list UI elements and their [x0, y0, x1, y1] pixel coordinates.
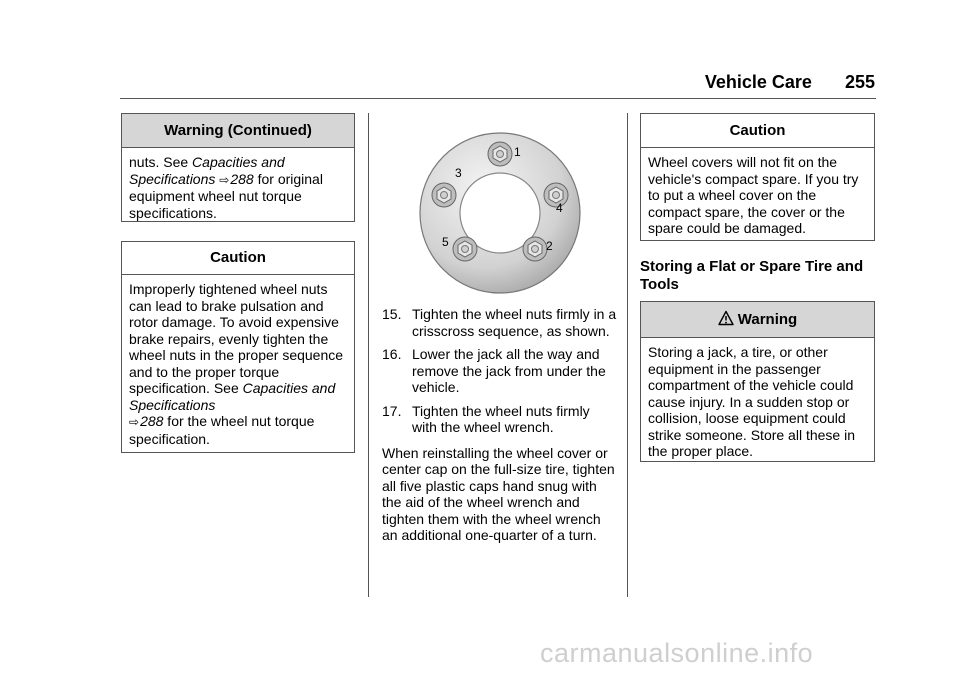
- step-number: 17.: [382, 402, 402, 419]
- warning-continued-title: Warning (Continued): [122, 114, 354, 148]
- page-number: 255: [844, 72, 875, 92]
- warning-icon: [718, 310, 734, 326]
- page-reference-288[interactable]: 288: [140, 413, 164, 429]
- caution-body-left: Improperly tightened wheel nuts can lead to brake pulsation and rotor damage. To avoid expensive brake repairs, evenly tighten the wheel nuts in the proper sequence and to the proper torque specification. See Capacities and Specifications ⇨288 for the wheel nut torque specification.: [129, 281, 344, 447]
- column-divider-left: [368, 113, 369, 597]
- nut-label-1: 1: [514, 145, 521, 159]
- caution-title-right: Caution: [641, 114, 874, 148]
- step-16: [382, 346, 618, 396]
- storing-section-heading: Storing a Flat or Spare Tire and Tools: [640, 258, 864, 293]
- nut-label-5: 5: [442, 235, 449, 249]
- page-reference-icon: ⇨: [129, 415, 140, 429]
- capacities-reference[interactable]: Capacities and Specifications: [129, 154, 285, 187]
- step-text: Tighten the wheel nuts firmly with the wheel wrench.: [412, 402, 590, 435]
- lug-nut-2: [523, 237, 547, 261]
- section-title: Vehicle Care: [704, 72, 812, 92]
- caution-box-left: [121, 241, 355, 453]
- header-rule: [120, 98, 876, 99]
- caution-body-right: Wheel covers will not fit on the vehicle's compact spare. If you try to put a wheel cover on the compact spare, the cover or the spare could be damaged.: [648, 154, 859, 236]
- column-divider-right: [627, 113, 628, 597]
- caution-box-right: [640, 113, 875, 241]
- warning-body-storing: Storing a jack, a tire, or other equipment in the passenger compartment of the vehicle could cause injury. In a sudden stop or collision, loose equipment could strike someone. Store all these in the proper place.: [648, 344, 855, 459]
- footer-watermark: carmanualsonline.info: [540, 638, 814, 668]
- caution-title-left: Caution: [122, 242, 354, 275]
- page-reference-icon: ⇨: [219, 172, 230, 187]
- step-text: Tighten the wheel nuts firmly in a crisscross sequence, as shown.: [412, 306, 617, 339]
- lug-nut-3: [432, 183, 456, 207]
- page-reference-288[interactable]: 288: [230, 170, 254, 187]
- nut-label-2: 2: [546, 239, 553, 253]
- capacities-reference[interactable]: Capacities and Specifications: [129, 380, 336, 413]
- step-number: 16.: [382, 346, 402, 362]
- warning-box-storing: [640, 301, 875, 462]
- wheel-nut-sequence-diagram: [415, 128, 585, 298]
- warning-title-storing: Warning: [641, 302, 874, 338]
- reinstall-paragraph: When reinstalling the wheel cover or center cap on the full-size tire, tighten all five plastic caps hand snug with the aid of the wheel wrench and tighten them with the wheel wrench an additional one-quarter of a turn.: [382, 444, 615, 543]
- procedure-steps: [382, 306, 618, 544]
- step-number: 15.: [382, 306, 402, 322]
- step-15: [382, 306, 618, 339]
- warning-continued-body: nuts. See Capacities and Specifications ⇨288 for original equipment wheel nut torque specifications.: [129, 154, 323, 221]
- nut-label-3: 3: [455, 166, 462, 180]
- step-17: [382, 403, 618, 436]
- page-header: [0, 72, 875, 93]
- lug-nut-1: [488, 142, 512, 166]
- warning-continued-box: [121, 113, 355, 222]
- step-text: Lower the jack all the way and remove the jack from under the vehicle.: [412, 346, 606, 395]
- lug-nut-5: [453, 237, 477, 261]
- nut-label-4: 4: [556, 201, 563, 215]
